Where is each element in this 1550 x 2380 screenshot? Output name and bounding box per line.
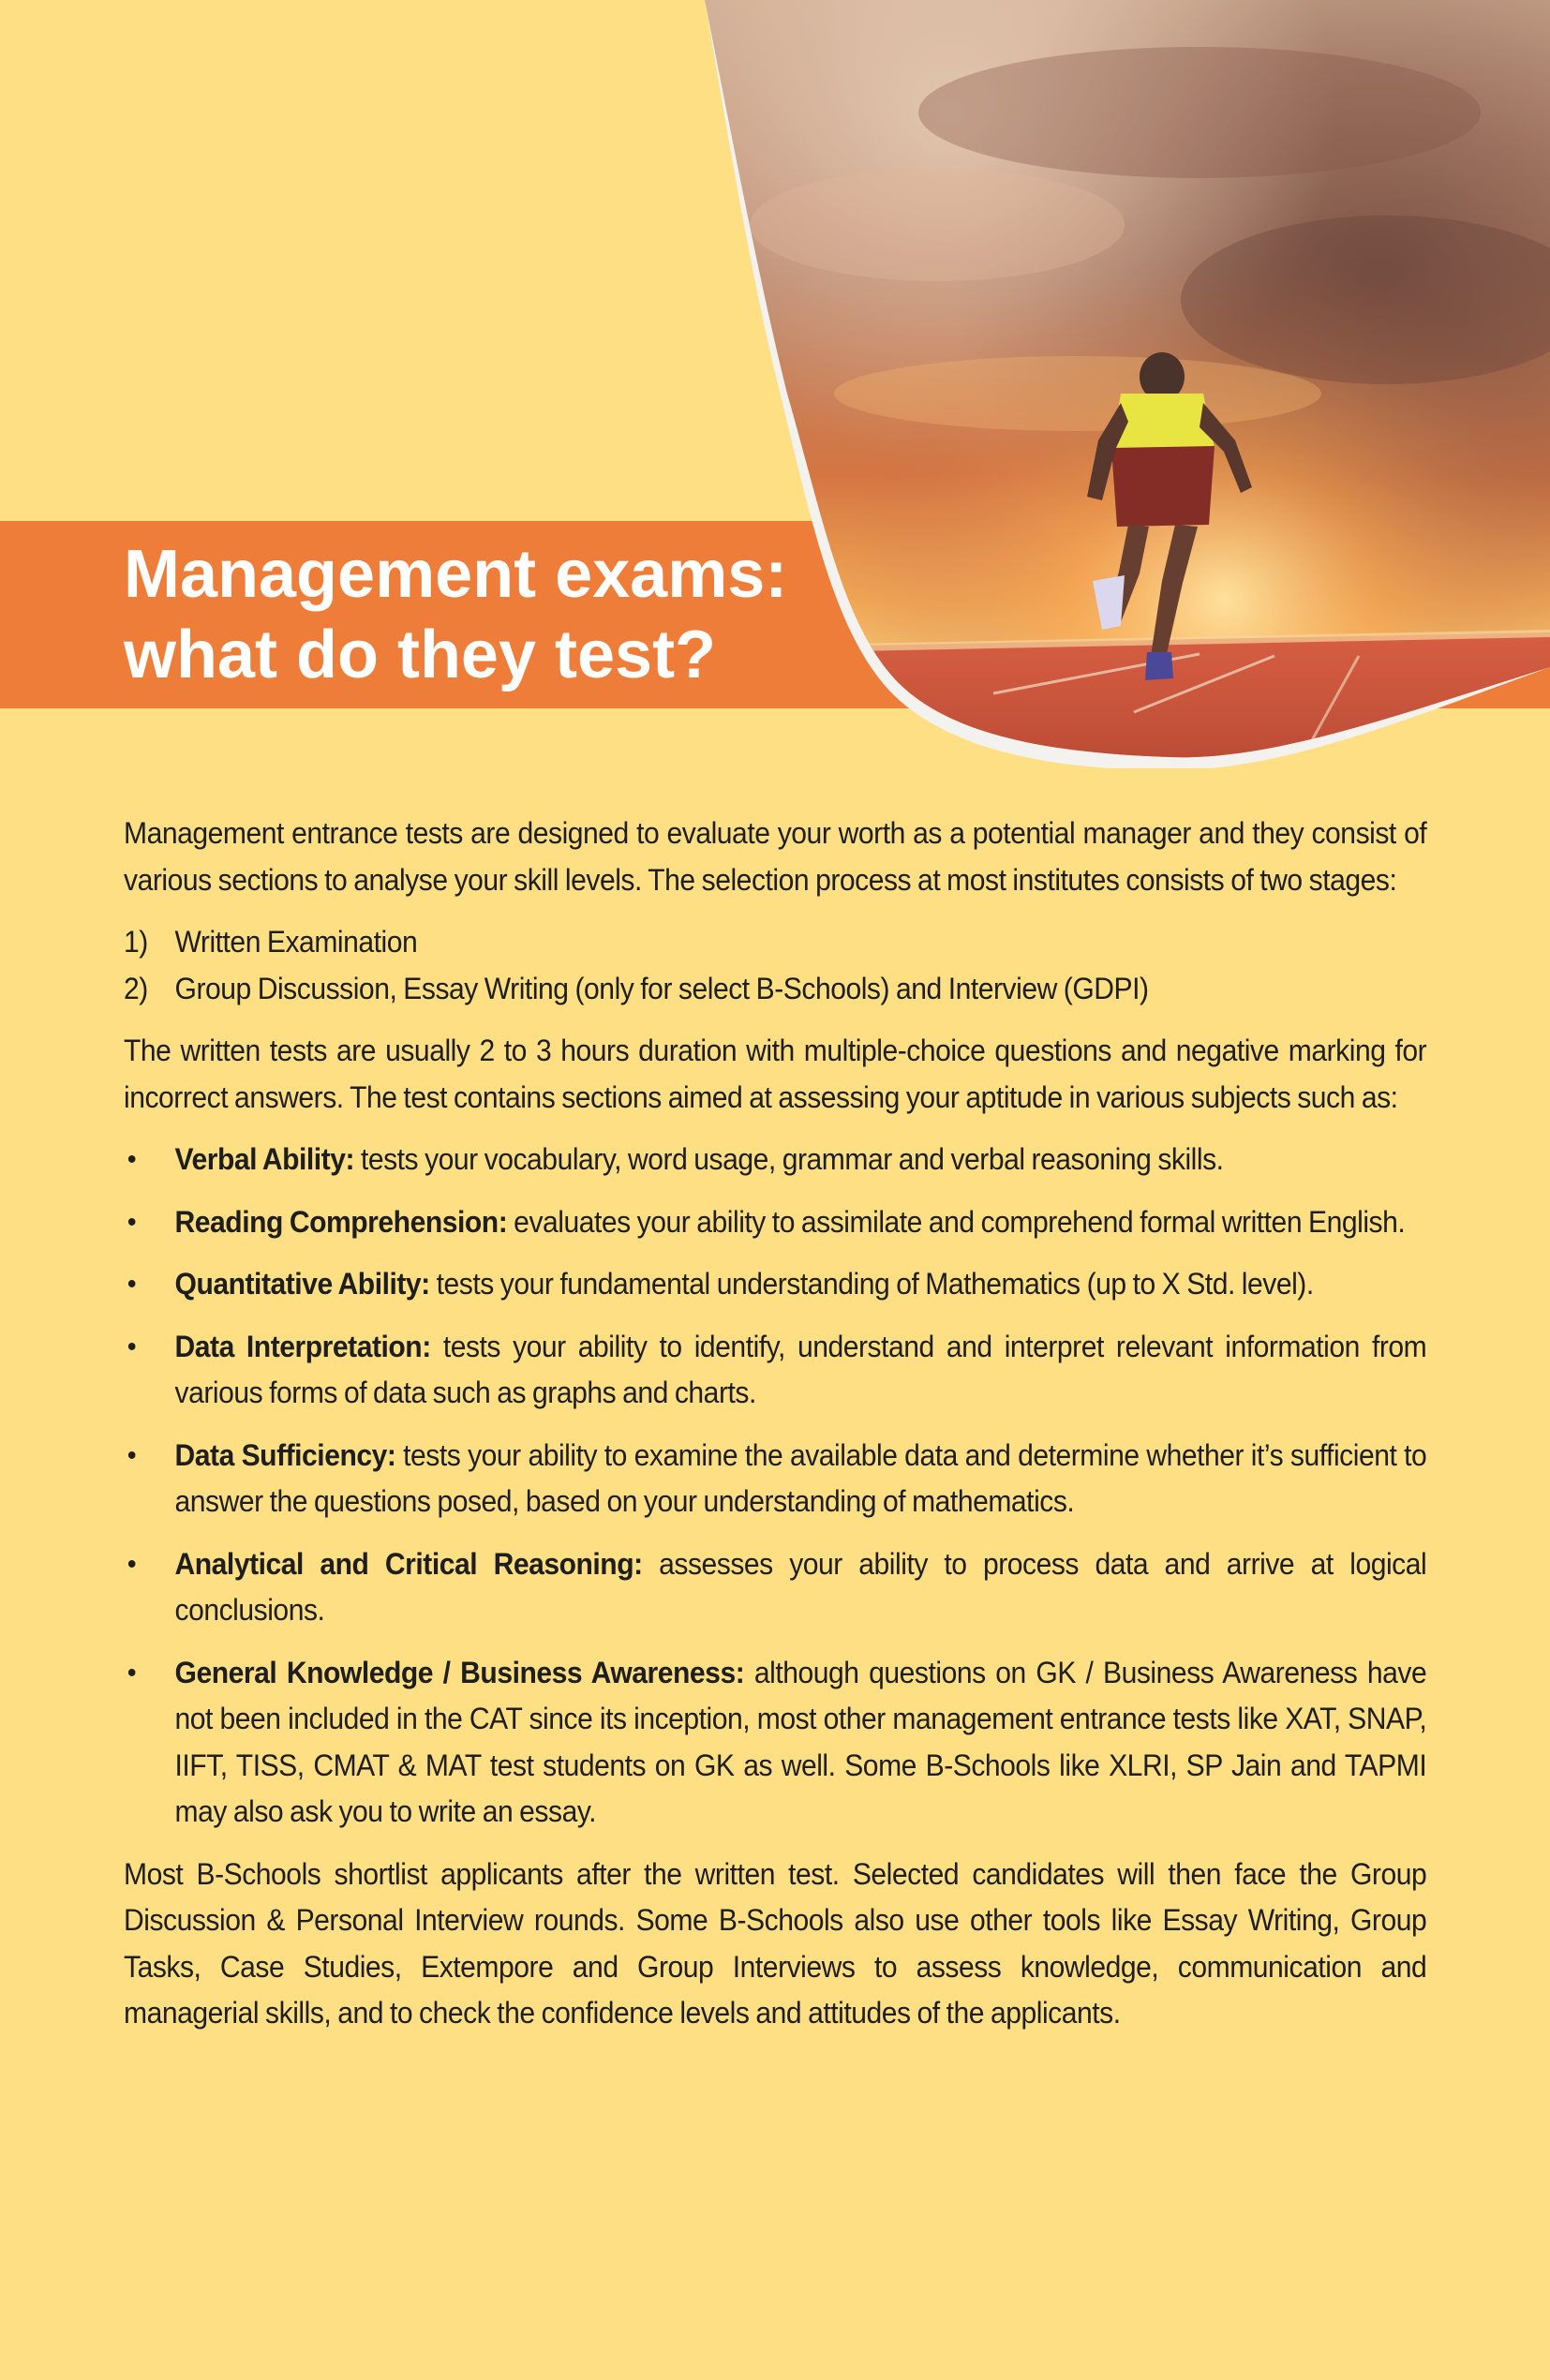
title-line-1: Management exams: [124, 537, 788, 612]
closing-paragraph: Most B-Schools shortlist applicants after the written test. Selected candidates will then face the Group Discussion & Personal Interview rounds. Some B-Schools also use other tools like Essay Writing, Group Tasks, Case Studies, Extempore and Group Interviews to assess knowledge, communication and managerial skills, and to check the confidence levels and attitudes of the applicants. [124, 1856, 1427, 2030]
stages-list [124, 919, 1426, 1012]
section-term: General Knowledge / Business Awareness: [174, 1655, 745, 1689]
section-desc: evaluates your ability to assimilate and comprehend formal written English. [507, 1204, 1406, 1239]
page-title [124, 534, 892, 695]
section-term: Reading Comprehension: [174, 1204, 508, 1239]
bullet-icon: • [127, 1144, 137, 1175]
section-item-data-interpretation [124, 1324, 1426, 1417]
stage-item [124, 919, 1426, 966]
bullet-icon: • [127, 1657, 137, 1688]
intro-paragraph: Management entrance tests are designed to evaluate your worth as a potential manager and they consist of various sections to analyse your skill levels. The selection process at most institutes consists of two stages: [124, 816, 1427, 897]
section-term: Quantitative Ability: [174, 1267, 430, 1301]
stage-item [124, 966, 1426, 1013]
written-tests-paragraph: The written tests are usually 2 to 3 hours duration with multiple-choice questions and negative marking for incorrect answers. The test contains sections aimed at assessing your aptitude in various subjects such as: [124, 1034, 1427, 1114]
sections-list [124, 1137, 1426, 1836]
section-item-analytical-reasoning [124, 1541, 1426, 1634]
section-item-general-knowledge [124, 1650, 1426, 1836]
section-desc: tests your vocabulary, word usage, grammar and verbal reasoning skills. [354, 1142, 1224, 1176]
title-line-2: what do they test? [124, 617, 717, 692]
section-item-reading-comprehension [124, 1199, 1426, 1246]
section-term: Data Sufficiency: [174, 1437, 396, 1472]
bullet-icon: • [127, 1331, 137, 1362]
section-desc: although questions on GK / Business Awareness have not been included in the CAT since its inception, most other management entrance tests like XAT, SNAP, IIFT, TISS, CMAT & MAT test students on GK as well. Some B-Schools like XLRI, SP Jain and TAPMI may also ask you to write an essay. [174, 1655, 1427, 1828]
section-term: Verbal Ability: [174, 1142, 355, 1176]
bullet-icon: • [127, 1439, 137, 1471]
section-item-data-sufficiency [124, 1433, 1426, 1525]
section-item-verbal-ability [124, 1137, 1426, 1183]
section-desc: tests your fundamental understanding of Mathematics (up to X Std. level). [429, 1267, 1314, 1301]
section-term: Analytical and Critical Reasoning: [174, 1546, 643, 1581]
section-desc: tests your ability to examine the available data and determine whether it’s sufficient to answer the questions posed, based on your understanding of mathematics. [174, 1437, 1427, 1518]
section-desc: assesses your ability to process data and arrive at logical conclusions. [174, 1546, 1427, 1627]
stage-text: Written Examination [174, 925, 418, 959]
bullet-icon: • [127, 1548, 137, 1580]
body-content [124, 811, 1426, 2053]
bullet-icon: • [127, 1206, 137, 1238]
stage-text: Group Discussion, Essay Writing (only for select B-Schools) and Interview (GDPI) [174, 971, 1149, 1005]
section-desc: tests your ability to identify, understand and interpret relevant information from various forms of data such as graphs and charts. [174, 1329, 1427, 1409]
stage-number: 1) [124, 925, 148, 959]
section-item-quantitative-ability [124, 1261, 1426, 1308]
bullet-icon: • [127, 1269, 137, 1300]
stage-number: 2) [124, 971, 148, 1005]
section-term: Data Interpretation: [174, 1329, 431, 1363]
